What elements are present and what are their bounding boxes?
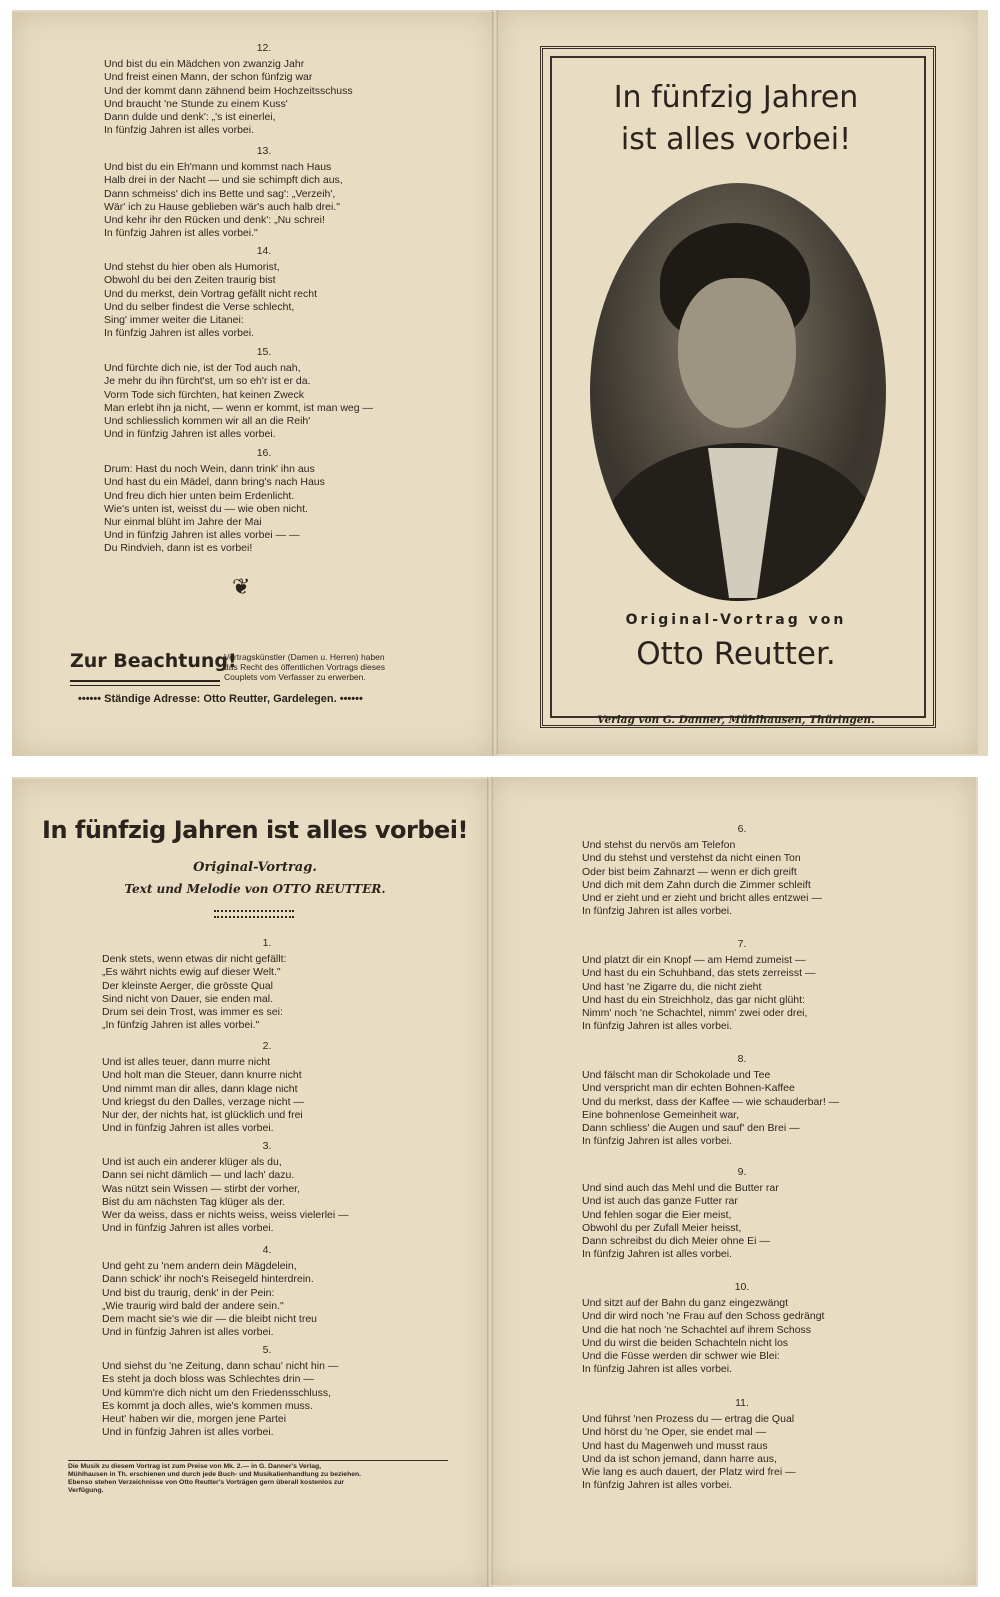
stanza bbox=[582, 1053, 902, 1148]
verse-line: In fünfzig Jahren ist alles vorbei. bbox=[104, 327, 254, 340]
stanza bbox=[102, 1244, 432, 1339]
inner-subtitle: Original-Vortrag. bbox=[193, 860, 317, 875]
notice-title: Zur Beachtung! bbox=[70, 650, 237, 672]
verse-line: Und sind auch das Mehl und die Butter rar bbox=[582, 1182, 779, 1195]
verse-line: Dann schmeiss' dich ins Bette und sag': „Verzeih', bbox=[104, 187, 336, 200]
verse-line: Und holt man die Steuer, dann knurre nicht bbox=[102, 1069, 302, 1082]
stanza bbox=[104, 245, 424, 340]
stanza-number: 1. bbox=[262, 937, 272, 949]
address-line bbox=[78, 693, 363, 705]
stanza-number: 12. bbox=[256, 42, 272, 54]
verse-line: Und in fünfzig Jahren ist alles vorbei. bbox=[102, 1326, 274, 1339]
stanza-number: 5. bbox=[262, 1344, 272, 1356]
verse-line: Man erlebt ihn ja nicht, — wenn er kommt, ist man weg — bbox=[104, 401, 374, 414]
verse-line: Und hast 'ne Zigarre du, die nicht zieht bbox=[582, 980, 762, 993]
verse-line: „In fünfzig Jahren ist alles vorbei." bbox=[102, 1019, 260, 1032]
inner-divider bbox=[214, 910, 294, 918]
verse-line: Dann schliess' die Augen und sauf' den Brei — bbox=[582, 1122, 800, 1135]
stanza bbox=[104, 346, 424, 441]
verse-line: Und in fünfzig Jahren ist alles vorbei. bbox=[102, 1426, 274, 1439]
stanza-number: 6. bbox=[737, 823, 747, 835]
verse-line: Nur einmal blüht im Jahre der Mai bbox=[104, 516, 262, 529]
verse-line: Und er zieht und er zieht und bricht alles entzwei — bbox=[582, 892, 822, 905]
verse-line: Und verspricht man dir echten Bohnen-Kaffee bbox=[582, 1082, 795, 1095]
footnote-line: Verfügung. bbox=[68, 1487, 104, 1494]
footnote-line: Die Musik zu diesem Vortrag ist zum Preise von Mk. 2.— in G. Danner's Verlag, bbox=[68, 1463, 322, 1470]
verse-line: Sind nicht von Dauer, sie enden mal. bbox=[102, 992, 274, 1005]
verse-line: Und dir wird noch 'ne Frau auf den Schoss gedrängt bbox=[582, 1310, 825, 1323]
verse-line: Und siehst du 'ne Zeitung, dann schau' nicht hin — bbox=[102, 1360, 339, 1373]
verse-line: Heut' haben wir die, morgen jene Partei bbox=[102, 1413, 287, 1426]
dots: •••••• bbox=[78, 693, 105, 705]
notice-text bbox=[224, 652, 385, 682]
cover-subtitle: Original-Vortrag von bbox=[625, 612, 847, 628]
stanza bbox=[104, 145, 424, 240]
cover-title-line2: ist alles vorbei! bbox=[620, 122, 852, 157]
verse-line: Wär' ich zu Hause geblieben wär's auch halb drei." bbox=[104, 200, 340, 213]
verse-line: Und bist du traurig, denk' in der Pein: bbox=[102, 1286, 275, 1299]
verse-line: Und du stehst und verstehst da nicht einen Ton bbox=[582, 852, 801, 865]
verse-line: Obwohl du bei den Zeiten traurig bist bbox=[104, 274, 276, 287]
verse-line: Und führst 'nen Prozess du — ertrag die Qual bbox=[582, 1413, 795, 1426]
stanza-number: 14. bbox=[256, 245, 272, 257]
stanza bbox=[102, 937, 432, 1032]
verse-line: Du Rindvieh, dann ist es vorbei! bbox=[104, 542, 253, 555]
verse-line: In fünfzig Jahren ist alles vorbei. bbox=[582, 1135, 732, 1148]
top-fold bbox=[492, 10, 498, 756]
bottom-fold bbox=[487, 777, 493, 1587]
verse-line: Und bist du ein Eh'mann und kommst nach Haus bbox=[104, 161, 332, 174]
dots: •••••• bbox=[336, 693, 363, 705]
stanza bbox=[582, 1166, 902, 1261]
verse-line: In fünfzig Jahren ist alles vorbei. bbox=[582, 1020, 732, 1033]
verse-line: Dann dulde und denk': „'s ist einerlei, bbox=[104, 111, 276, 124]
verse-line: Und du merkst, dein Vortrag gefällt nicht recht bbox=[104, 287, 318, 300]
verse-line: Und sitzt auf der Bahn du ganz eingezwängt bbox=[582, 1297, 789, 1310]
verse-line: In fünfzig Jahren ist alles vorbei. bbox=[582, 1479, 732, 1492]
verse-line: „Wie traurig wird bald der andere sein." bbox=[102, 1299, 284, 1312]
verse-line: Nimm' noch 'ne Schachtel, nimm' zwei oder drei, bbox=[582, 1007, 808, 1020]
stanza-number: 13. bbox=[256, 145, 272, 157]
verse-line: Dem macht sie's wie dir — die bleibt nicht treu bbox=[102, 1313, 318, 1326]
verse-line: Und hörst du 'ne Oper, sie endet mal — bbox=[582, 1426, 767, 1439]
stanza bbox=[582, 823, 902, 918]
verse-line: Es steht ja doch bloss was Schlechtes drin — bbox=[102, 1373, 314, 1386]
stanza-number: 4. bbox=[262, 1244, 272, 1256]
verse-line: Und platzt dir ein Knopf — am Hemd zumeist — bbox=[582, 954, 806, 967]
verse-line: Und in fünfzig Jahren ist alles vorbei — — bbox=[104, 529, 300, 542]
verse-line: Je mehr du ihn fürcht'st, um so eh'r ist er da. bbox=[104, 375, 311, 388]
verse-line: Und ist auch das ganze Futter rar bbox=[582, 1195, 738, 1208]
verse-line: Und die hat noch 'ne Schachtel auf ihrem Schoss bbox=[582, 1323, 812, 1336]
stanza bbox=[104, 42, 424, 137]
ornament-icon: ❦ bbox=[232, 575, 251, 600]
stanza bbox=[102, 1344, 432, 1439]
stanza bbox=[102, 1140, 432, 1235]
verse-line: Und schliesslich kommen wir all an die Reih' bbox=[104, 415, 311, 428]
cover-author: Otto Reutter. bbox=[636, 636, 836, 672]
footnote-line: Ebenso stehen Verzeichnisse von Otto Reutter's Vorträgen gern überall kostenlos zur bbox=[68, 1479, 345, 1486]
verse-line: Und in fünfzig Jahren ist alles vorbei. bbox=[102, 1122, 274, 1135]
inner-title: In fünfzig Jahren ist alles vorbei! bbox=[42, 816, 468, 844]
stanza-number: 8. bbox=[737, 1053, 747, 1065]
verse-line: Und fälscht man dir Schokolade und Tee bbox=[582, 1069, 771, 1082]
notice-rule bbox=[70, 680, 220, 686]
verse-line: Und hast du ein Schuhband, das stets zerreisst — bbox=[582, 967, 816, 980]
verse-line: Und dich mit dem Zahn durch die Zimmer schleift bbox=[582, 878, 811, 891]
stanza bbox=[582, 1397, 902, 1492]
verse-line: Der kleinste Aerger, die grösste Qual bbox=[102, 979, 274, 992]
stanza-number: 3. bbox=[262, 1140, 272, 1152]
verse-line: Und hast du ein Mädel, dann bring's nach Haus bbox=[104, 476, 325, 489]
verse-line: Und freu dich hier unten beim Erdenlicht. bbox=[104, 489, 295, 502]
verse-line: Und die Füsse werden dir schwer wie Blei: bbox=[582, 1350, 780, 1363]
notice-line: Vortragskünstler (Damen u. Herren) haben bbox=[224, 652, 385, 662]
verse-line: Vorm Tode sich fürchten, hat keinen Zweck bbox=[104, 388, 304, 401]
verse-line: Und fürchte dich nie, ist der Tod auch nah, bbox=[104, 362, 301, 375]
verse-line: Dann schick' ihr noch's Reisegeld hinterdrein. bbox=[102, 1273, 314, 1286]
verse-line: In fünfzig Jahren ist alles vorbei. bbox=[582, 905, 732, 918]
verse-line: Und ist alles teuer, dann murre nicht bbox=[102, 1056, 271, 1069]
verse-line: Und stehst du nervös am Telefon bbox=[582, 839, 736, 852]
verse-line: Obwohl du per Zufall Meier heisst, bbox=[582, 1221, 742, 1234]
stanza-number: 10. bbox=[734, 1281, 750, 1293]
cover-publisher: Verlag von G. Danner, Mühlhausen, Thüringen. bbox=[597, 714, 875, 726]
stanza-number: 2. bbox=[262, 1040, 272, 1052]
notice-line: Couplets vom Verfasser zu erwerben. bbox=[224, 672, 366, 682]
verse-line: Und braucht 'ne Stunde zu einem Kuss' bbox=[104, 97, 288, 110]
footnote bbox=[68, 1460, 448, 1495]
verse-line: Und hast du ein Streichholz, das gar nicht glüht: bbox=[582, 993, 805, 1006]
verse-line: Und hast du Magenweh und musst raus bbox=[582, 1439, 768, 1452]
verse-line: Und du wirst die beiden Schachteln nicht los bbox=[582, 1336, 789, 1349]
portrait-face bbox=[678, 278, 796, 428]
verse-line: Und in fünfzig Jahren ist alles vorbei. bbox=[104, 428, 276, 441]
verse-line: Und fehlen sogar die Eier meist, bbox=[582, 1208, 732, 1221]
verse-line: Und kümm're dich nicht um den Friedensschluss, bbox=[102, 1386, 332, 1399]
verse-line: Und der kommt dann zähnend beim Hochzeitsschuss bbox=[104, 84, 353, 97]
stanza-number: 15. bbox=[256, 346, 272, 358]
verse-line: Was nützt sein Wissen — stirbt der vorher, bbox=[102, 1182, 301, 1195]
portrait-image bbox=[590, 183, 886, 601]
verse-line: Oder bist beim Zahnarzt — wenn er dich greift bbox=[582, 865, 797, 878]
verse-line: Und kehr ihr den Rücken und denk': „Nu schrei! bbox=[104, 214, 325, 227]
verse-line: Und bist du ein Mädchen von zwanzig Jahr bbox=[104, 58, 305, 71]
verse-line: Dann sei nicht dämlich — und lach' dazu. bbox=[102, 1169, 295, 1182]
verse-line: Und da ist schon jemand, dann harre aus, bbox=[582, 1452, 777, 1465]
verse-line: Und nimmt man dir alles, dann klage nicht bbox=[102, 1082, 298, 1095]
stanza bbox=[582, 1281, 902, 1376]
verse-line: Halb drei in der Nacht — und sie schimpft dich aus, bbox=[104, 174, 343, 187]
verse-line: Und in fünfzig Jahren ist alles vorbei. bbox=[102, 1222, 274, 1235]
footnote-line: Mühlhausen in Th. erschienen und durch jede Buch- und Musikalienhandlung zu beziehen. bbox=[68, 1471, 362, 1478]
verse-line: Sing' immer weiter die Litanei: bbox=[104, 314, 244, 327]
inner-credit: Text und Melodie von OTTO REUTTER. bbox=[124, 882, 386, 896]
stanza-number: 7. bbox=[737, 938, 747, 950]
cover-title-line1: In fünfzig Jahren bbox=[613, 80, 859, 115]
verse-line: In fünfzig Jahren ist alles vorbei. bbox=[582, 1363, 732, 1376]
verse-line: Und stehst du hier oben als Humorist, bbox=[104, 261, 280, 274]
address-text: Ständige Adresse: Otto Reutter, Gardelegen. bbox=[104, 693, 337, 705]
verse-line: Es kommt ja doch alles, wie's kommen muss. bbox=[102, 1399, 313, 1412]
verse-line: Wie's unten ist, weisst du — wie oben nicht. bbox=[104, 502, 308, 515]
verse-line: Eine bohnenlose Gemeinheit war, bbox=[582, 1108, 740, 1121]
stanza bbox=[102, 1040, 432, 1135]
verse-line: Und ist auch ein anderer klüger als du, bbox=[102, 1156, 282, 1169]
verse-line: Denk stets, wenn etwas dir nicht gefällt: bbox=[102, 953, 287, 966]
stanza bbox=[582, 938, 902, 1033]
verse-line: Und geht zu 'nem andern dein Mägdelein, bbox=[102, 1260, 297, 1273]
verse-line: Und du selber findest die Verse schlecht, bbox=[104, 300, 295, 313]
verse-line: In fünfzig Jahren ist alles vorbei." bbox=[104, 227, 258, 240]
verse-line: Wie lang es auch dauert, der Platz wird frei — bbox=[582, 1466, 796, 1479]
verse-line: In fünfzig Jahren ist alles vorbei. bbox=[104, 124, 254, 137]
verse-line: Drum: Hast du noch Wein, dann trink' ihn aus bbox=[104, 463, 315, 476]
stanza-number: 11. bbox=[735, 1397, 749, 1409]
verse-line: Und freist einen Mann, der schon fünfzig war bbox=[104, 71, 313, 84]
verse-line: In fünfzig Jahren ist alles vorbei. bbox=[582, 1248, 732, 1261]
stanza-number: 16. bbox=[256, 447, 272, 459]
verse-line: Dann schreibst du dich Meier ohne Ei — bbox=[582, 1235, 770, 1248]
stanza bbox=[104, 447, 424, 556]
stanza-number: 9. bbox=[737, 1166, 747, 1178]
notice-line: das Recht des öffentlichen Vortrags dieses bbox=[224, 662, 385, 672]
verse-line: Und kriegst du den Dalles, verzage nicht — bbox=[102, 1095, 304, 1108]
verse-line: Nur der, der nichts hat, ist glücklich und frei bbox=[102, 1109, 303, 1122]
verse-line: Bist du am nächsten Tag klüger als der. bbox=[102, 1195, 286, 1208]
verse-line: Wer da weiss, dass er nichts weiss, weiss vielerlei — bbox=[102, 1209, 349, 1222]
verse-line: „Es währt nichts ewig auf dieser Welt." bbox=[102, 966, 281, 979]
verse-line: Und du merkst, dass der Kaffee — wie schauderbar! — bbox=[582, 1095, 840, 1108]
verse-line: Drum sei dein Trost, was immer es sei: bbox=[102, 1006, 283, 1019]
